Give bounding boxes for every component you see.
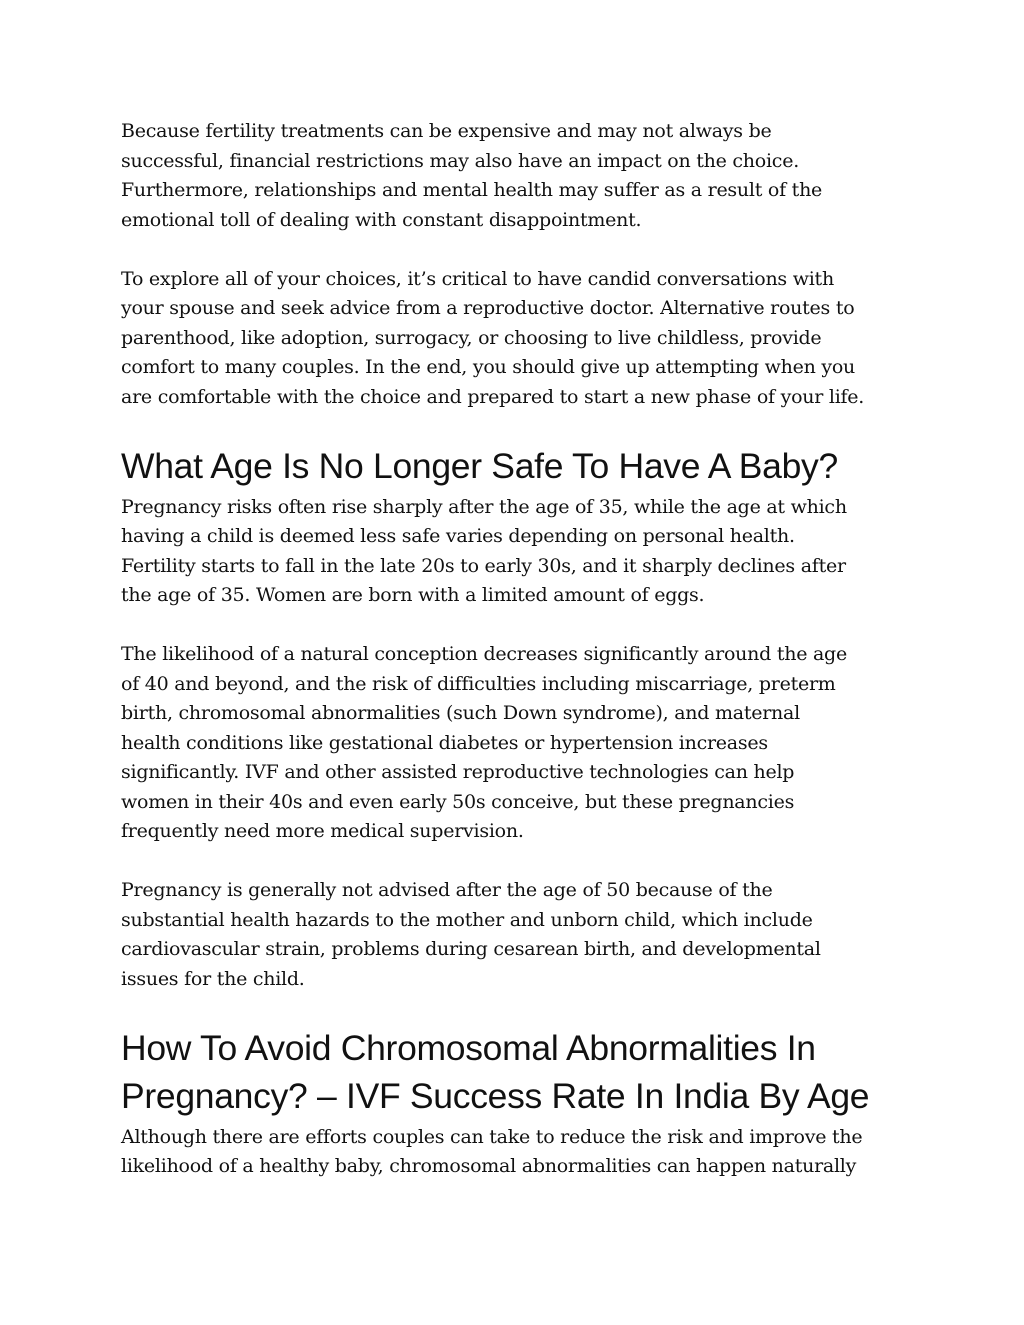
text-line: are comfortable with the choice and prepared to start a new phase of your life. <box>121 385 865 408</box>
text-line: Furthermore, relationships and mental health may suffer as a result of the <box>121 179 823 201</box>
text-line: your spouse and seek advice from a reproductive doctor. Alternative routes to <box>121 297 855 319</box>
text-line: health conditions like gestational diabetes or hypertension increases <box>121 731 768 754</box>
paragraph-fertility-costs <box>121 117 921 235</box>
text-line: likelihood of a healthy baby, chromosomal abnormalities can happen naturally <box>121 1155 857 1177</box>
text-line: comfort to many couples. In the end, you should give up attempting when you <box>121 356 856 378</box>
text-line: successful, financial restrictions may also have an impact on the choice. <box>121 149 799 172</box>
text-line: significantly. IVF and other assisted reproductive technologies can help <box>121 761 795 783</box>
document-page <box>121 117 921 1182</box>
text-line: Pregnancy risks often rise sharply after the age of 35, while the age at which <box>121 495 847 518</box>
paragraph-natural-conception <box>121 640 921 847</box>
text-line: To explore all of your choices, it’s critical to have candid conversations with <box>121 267 834 290</box>
text-line: parenthood, like adoption, surrogacy, or choosing to live childless, provide <box>121 326 822 349</box>
text-line: birth, chromosomal abnormalities (such Down syndrome), and maternal <box>121 702 800 724</box>
heading-line: How To Avoid Chromosomal Abnormalities In <box>121 1027 816 1068</box>
text-line: emotional toll of dealing with constant disappointment. <box>121 208 642 231</box>
text-line: Pregnancy is generally not advised after the age of 50 because of the <box>121 879 773 901</box>
heading-chromosomal-abnormalities <box>121 1024 921 1120</box>
paragraph-after-fifty <box>121 876 921 994</box>
heading-line: Pregnancy? – IVF Success Rate In India By Age <box>121 1075 870 1116</box>
text-line: substantial health hazards to the mother and unborn child, which include <box>121 908 813 931</box>
paragraph-pregnancy-risks <box>121 493 921 611</box>
text-line: issues for the child. <box>121 967 305 990</box>
heading-line: What Age Is No Longer Safe To Have A Baby? <box>121 445 838 486</box>
text-line: cardiovascular strain, problems during cesarean birth, and developmental <box>121 938 821 960</box>
text-line: Because fertility treatments can be expensive and may not always be <box>121 120 772 142</box>
text-line: women in their 40s and even early 50s conceive, but these pregnancies <box>121 790 795 813</box>
paragraph-reduce-risk <box>121 1123 921 1182</box>
paragraph-explore-choices <box>121 265 921 413</box>
text-line: of 40 and beyond, and the risk of difficulties including miscarriage, preterm <box>121 672 836 695</box>
text-line: frequently need more medical supervision. <box>121 820 524 842</box>
heading-safe-age <box>121 442 921 490</box>
text-line: having a child is deemed less safe varies depending on personal health. <box>121 525 795 547</box>
text-line: the age of 35. Women are born with a limited amount of eggs. <box>121 584 705 606</box>
text-line: The likelihood of a natural conception decreases significantly around the age <box>121 643 847 665</box>
text-line: Fertility starts to fall in the late 20s to early 30s, and it sharply declines after <box>121 554 846 577</box>
text-line: Although there are efforts couples can take to reduce the risk and improve the <box>121 1125 863 1148</box>
